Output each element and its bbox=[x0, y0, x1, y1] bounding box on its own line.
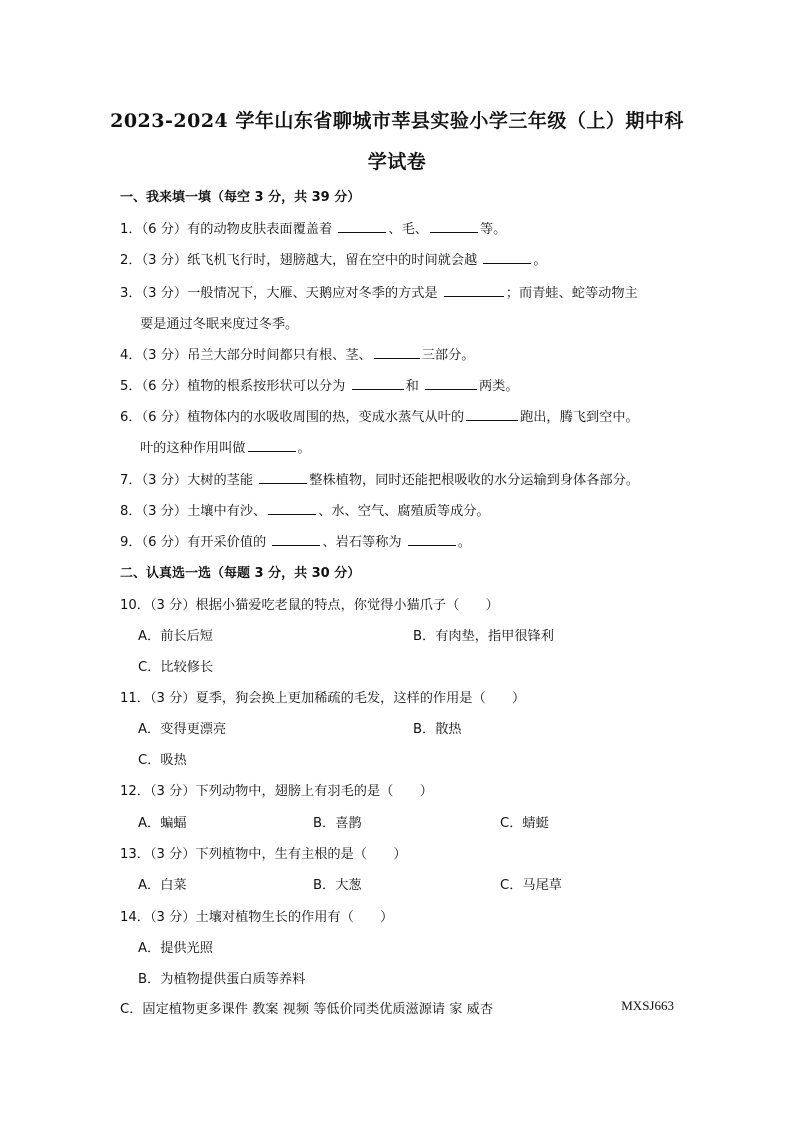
question-1: 1．（6 分）有的动物皮肤表面覆盖着 、毛、 等。 bbox=[120, 222, 507, 237]
answer-blank bbox=[248, 439, 296, 452]
exam-title-line2: 学试卷 bbox=[367, 151, 427, 173]
answer-blank bbox=[466, 408, 518, 421]
section1-heading: 一、我来填一填（每空 3 分，共 39 分） bbox=[120, 190, 361, 205]
question-2: 2．（3 分）纸飞机飞行时，翅膀越大，留在空中的时间就会越 。 bbox=[120, 253, 547, 268]
answer-blank bbox=[374, 346, 420, 359]
section2-heading: 二、认真选一选（每题 3 分，共 30 分） bbox=[120, 566, 361, 581]
question-3: 3．（3 分）一般情况下，大雁、天鹅应对冬季的方式是 ；而青蛙、蛇等动物主 bbox=[120, 286, 638, 301]
question-11-stem: 11．（3 分）夏季，狗会换上更加稀疏的毛发，这样的作用是（ ） bbox=[120, 691, 526, 706]
question-12-option-c: C．蜻蜓 bbox=[500, 816, 549, 831]
answer-blank bbox=[352, 377, 404, 390]
question-11-option-b: B．散热 bbox=[413, 722, 462, 737]
answer-blank bbox=[268, 502, 316, 515]
question-10-option-c: C．比较修长 bbox=[138, 660, 214, 675]
answer-blank bbox=[444, 284, 504, 297]
question-11-option-a: A．变得更漂亮 bbox=[138, 722, 227, 737]
question-6-continued: 叶的这种作用叫做 。 bbox=[140, 441, 311, 456]
question-13-option-c: C．马尾草 bbox=[500, 878, 562, 893]
answer-blank bbox=[259, 471, 307, 484]
question-13-stem: 13．（3 分）下列植物中，生有主根的是（ ） bbox=[120, 847, 407, 862]
answer-blank bbox=[408, 533, 456, 546]
question-12-stem: 12．（3 分）下列动物中，翅膀上有羽毛的是（ ） bbox=[120, 784, 433, 799]
question-14-option-c: C．固定植物更多课件 教案 视频 等低价同类优质滋源请 家 威杏 bbox=[120, 1002, 494, 1017]
question-11-option-c: C．吸热 bbox=[138, 753, 187, 768]
question-14-option-b: B．为植物提供蛋白质等养料 bbox=[138, 972, 306, 987]
question-13-option-b: B．大葱 bbox=[313, 878, 362, 893]
question-5: 5．（6 分）植物的根系按形状可以分为 和 两类。 bbox=[120, 379, 519, 394]
answer-blank bbox=[338, 220, 386, 233]
answer-blank bbox=[483, 251, 531, 264]
question-3-continued: 要是通过冬眠来度过冬季。 bbox=[140, 317, 299, 332]
question-13-option-a: A．白菜 bbox=[138, 878, 187, 893]
question-14-option-a: A．提供光照 bbox=[138, 941, 213, 956]
answer-blank bbox=[430, 220, 478, 233]
answer-blank bbox=[425, 377, 477, 390]
answer-blank bbox=[272, 533, 320, 546]
question-14-stem: 14．（3 分）土壤对植物生长的作用有（ ） bbox=[120, 910, 394, 925]
question-7: 7．（3 分）大树的茎能 整株植物，同时还能把根吸收的水分运输到身体各部分。 bbox=[120, 473, 639, 488]
question-12-option-b: B．喜鹊 bbox=[313, 816, 362, 831]
question-12-option-a: A．蝙蝠 bbox=[138, 816, 187, 831]
question-4: 4．（3 分）吊兰大部分时间都只有根、茎、 三部分。 bbox=[120, 348, 475, 363]
question-10-stem: 10．（3 分）根据小猫爱吃老鼠的特点，你觉得小猫爪子（ ） bbox=[120, 598, 499, 613]
question-6: 6．（6 分）植物体内的水吸收周围的热，变成水蒸气从叶的 跑出，腾飞到空中。 bbox=[120, 410, 639, 425]
question-9: 9．（6 分）有开采价值的 、岩石等称为 。 bbox=[120, 535, 471, 550]
footer-code: MXSJ663 bbox=[621, 998, 674, 1013]
exam-title-line1: 2023-2024 学年山东省聊城市莘县实验小学三年级（上）期中科 bbox=[110, 110, 684, 132]
question-8: 8．（3 分）土壤中有沙、 、水、空气、腐殖质等成分。 bbox=[120, 504, 490, 519]
question-10-option-b: B．有肉垫，指甲很锋利 bbox=[413, 629, 554, 644]
question-10-option-a: A．前长后短 bbox=[138, 629, 213, 644]
